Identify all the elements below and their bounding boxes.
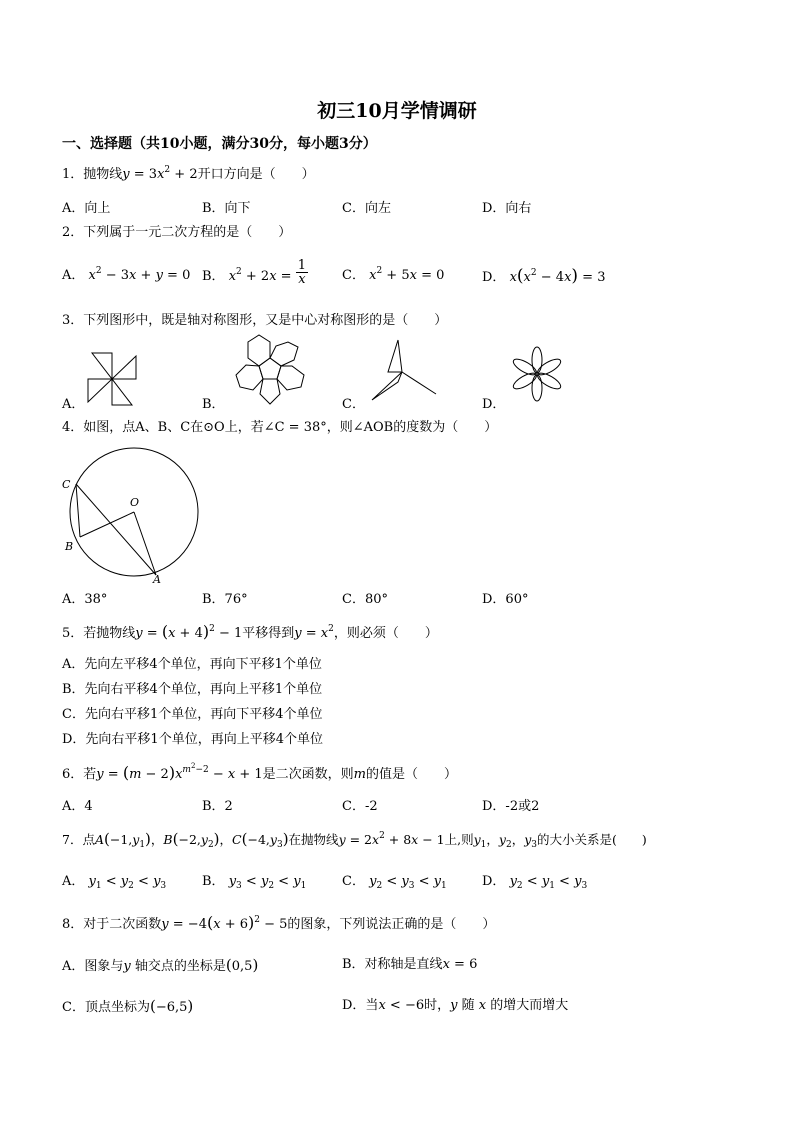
page-title: 初三10月学情调研 [317,100,477,122]
q4-option-a: A．38° [62,592,108,607]
q5-option-a: A．先向左平移4个单位，再向下平移1个单位 [62,657,322,672]
q6-option-b: B．2 [202,799,233,814]
q5-option-d: D．先向右平移1个单位，再向上平移4个单位 [62,732,323,747]
q1-stem-pre: 1．抛物线 [62,167,123,182]
question-6-stem: 6．若$y = (m - 2)x^{m^2-2} - x + 1$是二次函数，则m的值是（ ） [62,762,458,782]
q2-option-c: C． $x^2 + 5x = 0$ [342,266,445,283]
q3-option-c: C． [342,397,365,412]
q1-stem-math: y [122,167,130,182]
q1-stem-post: 开口方向是（ ） [197,167,315,182]
q6-option-a: A．4 [62,799,93,814]
point-c-label: C [62,478,71,491]
q2-option-d: D． $x(x^2 - 4x) = 3$ [482,266,606,286]
q8-option-a: A．图象与y 轴交点的坐标是(0,5) [62,956,259,974]
q1-option-a: A．向上 [62,201,111,216]
question-1-stem: 1．抛物线$y = 3x^2 + 2$开口方向是（ ） [62,165,315,182]
six-petal-flower-figure [508,345,566,403]
q6-option-d: D．-2或2 [482,799,540,814]
question-3-stem: 3．下列图形中，既是轴对称图形，又是中心对称图形的是（ ） [62,313,448,328]
q8-option-c: C．顶点坐标为(−6,5) [62,997,194,1015]
pinwheel-figure [86,350,138,408]
three-blade-figure [368,336,440,404]
q7-option-a: A． $y_1 < y_2 < y_3$ [62,874,167,891]
q1-option-d: D．向右 [482,201,532,216]
q4-option-d: D．60° [482,592,529,607]
q7-option-c: C． $y_2 < y_3 < y_1$ [342,874,447,891]
pentagon-flower-figure [226,332,314,410]
q8-option-b: B．对称轴是直线x = 6 [342,957,478,972]
q3-option-d: D． [482,397,506,412]
q3-option-b: B． [202,397,225,412]
q5-option-c: C．先向右平移1个单位，再向下平移4个单位 [62,707,323,722]
section-heading: 一、选择题（共10小题，满分30分，每小题3分） [62,136,377,152]
q3-option-a: A． [62,397,85,412]
point-a-label: A [153,573,161,586]
q7-option-b: B． $y_3 < y_2 < y_1$ [202,874,307,891]
q2-option-a: A． $x^2 - 3x + y = 0$ [62,266,191,283]
q7-option-d: D． $y_2 < y_1 < y_3$ [482,874,588,891]
question-2-stem: 2．下列属于一元二次方程的是（ ） [62,225,292,240]
q1-option-c: C．向左 [342,201,391,216]
q6-option-c: C．-2 [342,799,378,814]
q2-option-b: B． $x^2 + 2x$ = $\frac{1}{x}$ [202,258,306,287]
q4-option-b: B．76° [202,592,248,607]
q1-option-b: B．向下 [202,201,251,216]
q4-option-c: C．80° [342,592,388,607]
circle-figure [58,440,208,585]
q8-option-d: D．当x < −6时，y 随 x 的增大而增大 [342,998,569,1013]
question-4-stem: 4．如图，点A、B、C在⊙O上，若∠C = 38°，则∠AOB的度数为（ ） [62,420,498,435]
q5-option-b: B．先向右平移4个单位，再向上平移1个单位 [62,682,323,697]
point-b-label: B [65,540,74,553]
question-7-stem: 7．点$A(-1,y_1)$，$B(-2,y_2)$，$C(-4,y_3)$在抛物线$y = 2x^2 + 8x - 1$上,则$y_1$，$y_2$，$y_3$的大小关系是( ) [62,830,647,850]
question-8-stem: 8．对于二次函数$y = -4(x + 6)^2 - 5$的图象，下列说法正确的是（ ） [62,913,496,932]
point-o-label: O [130,496,140,509]
question-5-stem: 5．若抛物线$y = (x + 4)^2 - 1$平移得到$y = x^2$，则必须（ ） [62,622,438,641]
